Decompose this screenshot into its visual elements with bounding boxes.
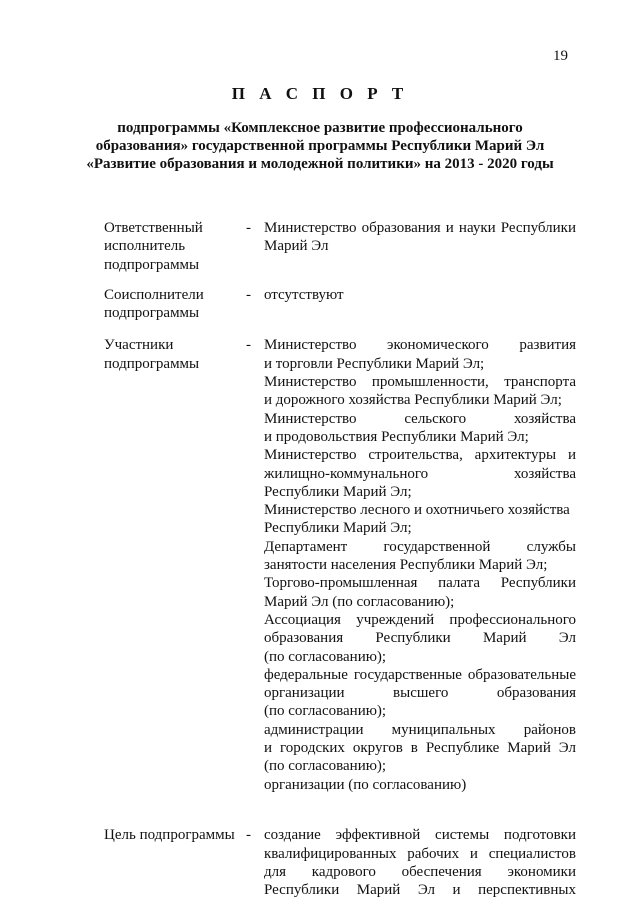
document-subtitle xyxy=(60,119,580,173)
content-line: создание эффективной системы подготовки xyxy=(264,827,576,844)
row-label-line: подпрограммы xyxy=(104,256,200,273)
content-line-spacer xyxy=(264,256,576,274)
content-line: занятости населения Республики Марий Эл; xyxy=(264,557,548,574)
row-label xyxy=(104,826,244,844)
content-line: Министерство сельского хозяйства xyxy=(264,410,576,427)
row-content xyxy=(264,826,576,899)
content-line-spacer xyxy=(264,304,576,322)
row-label-line: Участники xyxy=(104,337,174,354)
content-line: Министерство экономического развития xyxy=(264,337,576,354)
row-content xyxy=(264,219,576,274)
content-line: Министерство промышленности, транспорта xyxy=(264,374,576,391)
row-dash: - xyxy=(246,827,251,844)
row-label-line: Ответственный xyxy=(104,220,203,236)
content-line: образования Республики Марий Эл xyxy=(264,630,576,647)
row-label xyxy=(104,219,244,274)
content-line: и городских округов в Республике Марий Эл xyxy=(264,740,576,757)
content-line: Республики Марий Эл; xyxy=(264,520,412,537)
content-line: Марий Эл (по согласованию); xyxy=(264,593,455,610)
row-dash: - xyxy=(246,286,251,303)
content-line: Министерство строительства, архитектуры и xyxy=(264,447,576,464)
row-dash: - xyxy=(246,337,251,354)
subtitle-line: «Развитие образования и молодежной политики» на 2013 - 2020 годы xyxy=(86,156,554,172)
row-content xyxy=(264,336,576,812)
row-label-line: подпрограммы xyxy=(104,355,200,372)
content-line: Министерство лесного и охотничьего хозяйства xyxy=(264,502,570,519)
content-line: Торгово-промышленная палата Республики xyxy=(264,575,576,592)
row-label-line: подпрограммы xyxy=(104,305,200,322)
row-participants xyxy=(104,336,576,812)
document-title: П А С П О Р Т xyxy=(231,84,409,103)
subtitle-line: образования» государственной программы Республики Марий Эл xyxy=(95,138,545,154)
content-line: квалифицированных рабочих и специалистов xyxy=(264,845,576,862)
passport-table xyxy=(104,219,576,899)
content-line: и торговли Республики Марий Эл; xyxy=(264,355,485,372)
row-label-line: исполнитель xyxy=(104,238,186,255)
subtitle-line: подпрограммы «Комплексное развитие профессионального xyxy=(117,120,523,136)
row-responsible-executor xyxy=(104,219,576,274)
content-line: Ассоциация учреждений профессионального xyxy=(264,611,576,628)
content-line: (по согласованию); xyxy=(264,648,387,665)
content-line: администрации муниципальных районов xyxy=(264,721,576,738)
content-line: (по согласованию); xyxy=(264,703,387,720)
row-coexecutors xyxy=(104,286,576,323)
content-line: Республики Марий Эл; xyxy=(264,483,412,500)
content-line-spacer xyxy=(264,794,576,812)
content-line: и продовольствия Республики Марий Эл; xyxy=(264,428,529,445)
content-line: Марий Эл xyxy=(264,238,329,255)
content-line: отсутствуют xyxy=(264,286,344,303)
row-goal xyxy=(104,826,576,899)
row-label xyxy=(104,286,244,323)
content-line: федеральные государственные образовательные xyxy=(264,666,576,683)
content-line: организации высшего образования xyxy=(264,685,576,702)
content-line: (по согласованию); xyxy=(264,758,387,775)
page-number: 19 xyxy=(553,48,568,64)
content-line: Республики Марий Эл и перспективных xyxy=(264,882,576,899)
row-label-line: Соисполнители xyxy=(104,286,204,303)
content-line: жилищно-коммунального хозяйства xyxy=(264,465,576,482)
content-line: и дорожного хозяйства Республики Марий Эл; xyxy=(264,392,562,409)
row-label xyxy=(104,336,244,373)
content-line: для кадрового обеспечения экономики xyxy=(264,863,576,880)
row-dash: - xyxy=(246,220,251,236)
row-content xyxy=(264,286,576,323)
content-line: Департамент государственной службы xyxy=(264,538,576,555)
row-label-line: Цель подпрограммы xyxy=(104,827,235,844)
content-line: Министерство образования и науки Республики xyxy=(264,220,576,236)
content-line: организации (по согласованию) xyxy=(264,776,467,793)
